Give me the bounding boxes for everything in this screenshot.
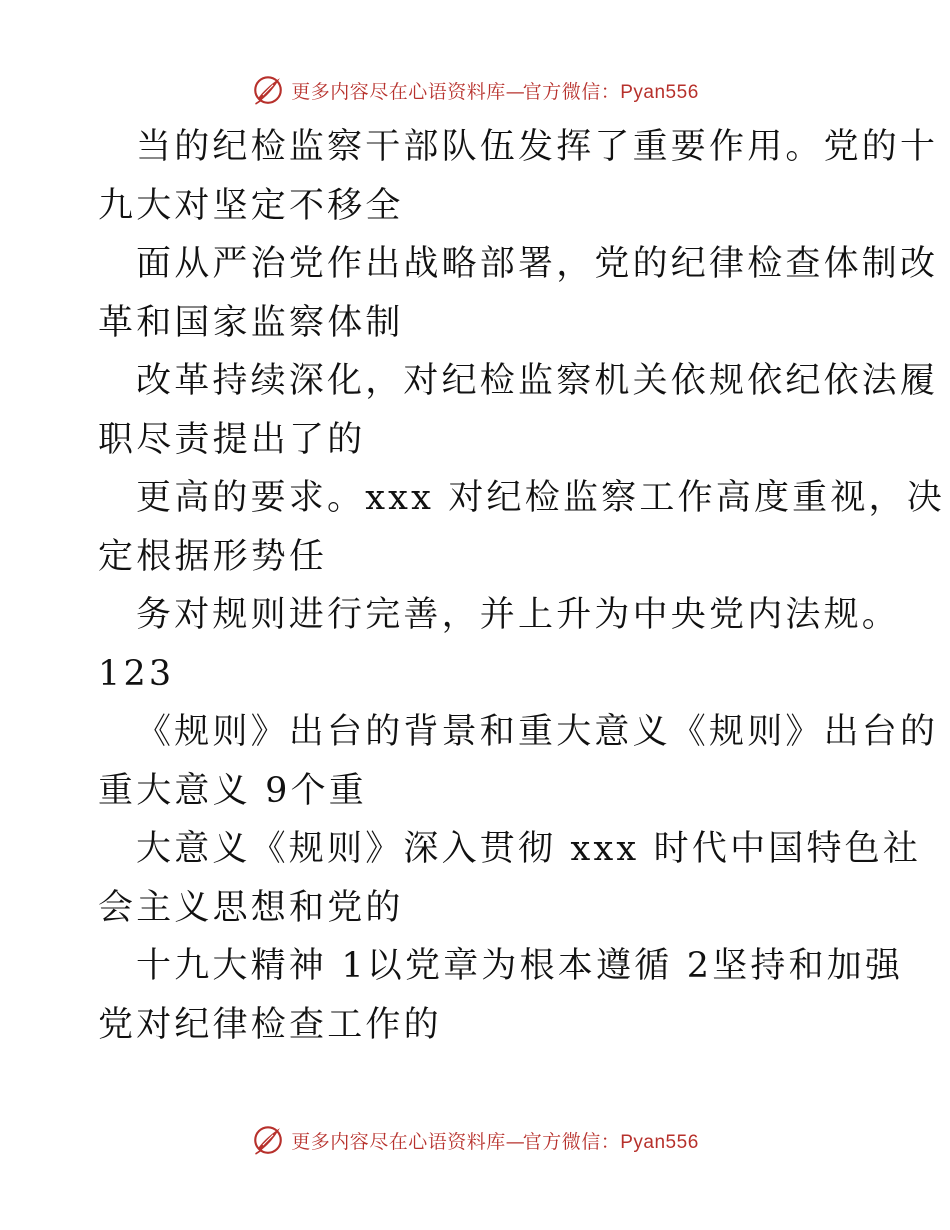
body-text-line: 九大对坚定不移全 bbox=[98, 185, 404, 226]
header-banner-main-text: 更多内容尽在心语资料库 bbox=[291, 80, 506, 103]
body-text-line: 面从严治党作出战略部署，党的纪律检查体制改 bbox=[136, 244, 939, 284]
body-text-line: 重大意义 9个重 bbox=[98, 770, 367, 811]
header-banner-separator: — bbox=[505, 80, 523, 103]
footer-banner-wechat-label: 官方微信： bbox=[522, 1130, 621, 1153]
quill-pen-logo-icon bbox=[251, 73, 285, 107]
body-text-line: 更高的要求。xxx 对纪检监察工作高度重视，决 bbox=[136, 478, 945, 518]
header-banner-wechat-id: Pyan556 bbox=[620, 81, 699, 103]
body-text-line: 大意义《规则》深入贯彻 xxx 时代中国特色社 bbox=[136, 829, 922, 869]
footer-banner-main-text: 更多内容尽在心语资料库 bbox=[291, 1130, 506, 1153]
quill-pen-logo-icon bbox=[251, 1123, 285, 1157]
body-text-line: 职尽责提出了的 bbox=[98, 419, 366, 460]
body-text-line: 十九大精神 1以党章为根本遵循 2坚持和加强 bbox=[136, 946, 904, 986]
footer-banner-wechat-id: Pyan556 bbox=[620, 1131, 699, 1153]
body-text-line: 《规则》出台的背景和重大意义《规则》出台的 bbox=[136, 712, 939, 752]
body-text-line: 会主义思想和党的 bbox=[98, 887, 404, 928]
document-body bbox=[98, 118, 945, 1054]
footer-banner bbox=[0, 1120, 950, 1160]
header-banner-text bbox=[291, 77, 699, 104]
body-text-line: 定根据形势任 bbox=[98, 536, 328, 577]
footer-banner-separator: — bbox=[505, 1130, 523, 1153]
body-text-line: 党对纪律检查工作的 bbox=[98, 1004, 442, 1045]
body-text-line: 123 bbox=[98, 653, 175, 694]
body-text-line: 当的纪检监察干部队伍发挥了重要作用。党的十 bbox=[136, 127, 939, 167]
body-text-line: 改革持续深化，对纪检监察机关依规依纪依法履 bbox=[136, 361, 939, 401]
body-text-line: 革和国家监察体制 bbox=[98, 302, 404, 343]
footer-banner-text bbox=[291, 1127, 699, 1154]
header-banner-wechat-label: 官方微信： bbox=[522, 80, 621, 103]
header-banner bbox=[0, 70, 950, 110]
body-text-line: 务对规则进行完善，并上升为中央党内法规。 bbox=[136, 595, 901, 635]
